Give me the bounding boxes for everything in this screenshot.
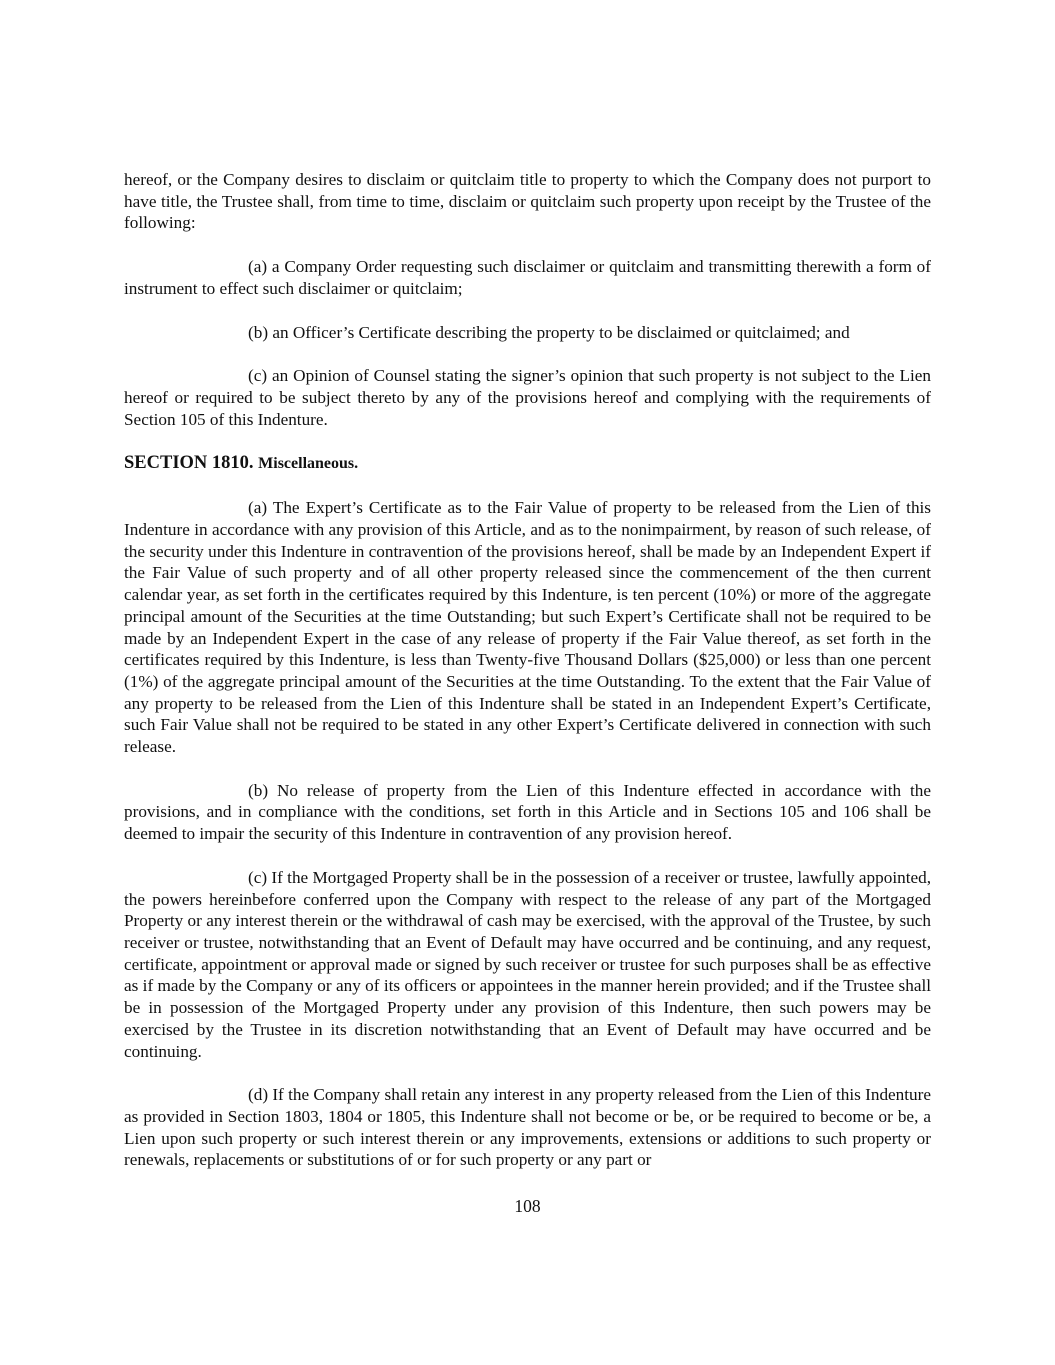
list-item-c: (c) an Opinion of Counsel stating the signer’s opinion that such property is not subject to the Lien hereof or required to be subject thereto by any of the provisions hereof and complying with the requirements of Section 105 of this Indenture. <box>124 366 931 429</box>
list-item-b: (b) an Officer’s Certificate describing the property to be disclaimed or quitclaimed; and <box>248 322 850 342</box>
list-item-a: (a) a Company Order requesting such disclaimer or quitclaim and transmitting therewith a form of instrument to effect such disclaimer or quitclaim; <box>124 257 931 298</box>
document-page <box>124 169 931 1171</box>
paragraph-a: (a) The Expert’s Certificate as to the Fair Value of property to be released from the Lien of this Indenture in accordance with any provision of this Article, and as to the nonimpairment, by reason of such release, of the security under this Indenture in contravention of the provisions hereof, shall be made by an Independent Expert if the Fair Value of such property and of all other property released since the commencement of the then current calendar year, as set forth in the certificates required by this Indenture, is ten percent (10%) or more of the aggregate principal amount of the Securities at the time Outstanding; but such Expert’s Certificate shall not be required to be made by an Independent Expert in the case of any release of property if the Fair Value thereof, as set forth in the certificates required by this Indenture, is less than Twenty-five Thousand Dollars ($25,000) or less than one percent (1%) of the aggregate principal amount of the Securities at the time Outstanding. To the extent that the Fair Value of any property to be released from the Lien of this Indenture shall be stated in an Independent Expert’s Certificate, such Fair Value shall not be required to be stated in any other Expert’s Certificate delivered in connection with such release. <box>124 498 931 757</box>
paragraph-d: (d) If the Company shall retain any interest in any property released from the Lien of this Indenture as provided in Section 1803, 1804 or 1805, this Indenture shall not become or be, or be required to become or be, a Lien upon such property or such interest therein or any improvements, extensions or additions to such property or renewals, replacements or substitutions of or for such property or any part or <box>124 1085 931 1170</box>
section-title: Miscellaneous. <box>258 455 359 473</box>
intro-paragraph: hereof, or the Company desires to disclaim or quitclaim title to property to which the Company does not purport to have title, the Trustee shall, from time to time, disclaim or quitclaim such property upon receipt by the Trustee of the following: <box>124 170 931 233</box>
paragraph-c: (c) If the Mortgaged Property shall be in the possession of a receiver or trustee, lawfully appointed, the powers hereinbefore conferred upon the Company with respect to the release of any part of the Mortgaged Property or any interest therein or the withdrawal of cash may be exercised, with the approval of the Trustee, by such receiver or trustee, notwithstanding that an Event of Default may have occurred and be continuing, and any request, certificate, appointment or approval made or signed by such receiver or trustee for such purposes shall be as effective as if made by the Company or any of its officers or appointees in the manner herein provided; and if the Trustee shall be in possession of the Mortgaged Property under any provision of this Indenture, then such powers may be exercised by the Trustee in its discretion notwithstanding that an Event of Default may have occurred and be continuing. <box>124 867 931 1061</box>
paragraph-b: (b) No release of property from the Lien of this Indenture effected in accordance with the provisions, and in compliance with the conditions, set forth in this Article and in Sections 105 and 106 shall be deemed to impair the security of this Indenture in contravention of any provision hereof. <box>124 780 931 844</box>
section-number: SECTION 1810. <box>124 453 254 474</box>
page-number: 108 <box>514 1196 541 1216</box>
section-heading <box>124 451 931 476</box>
